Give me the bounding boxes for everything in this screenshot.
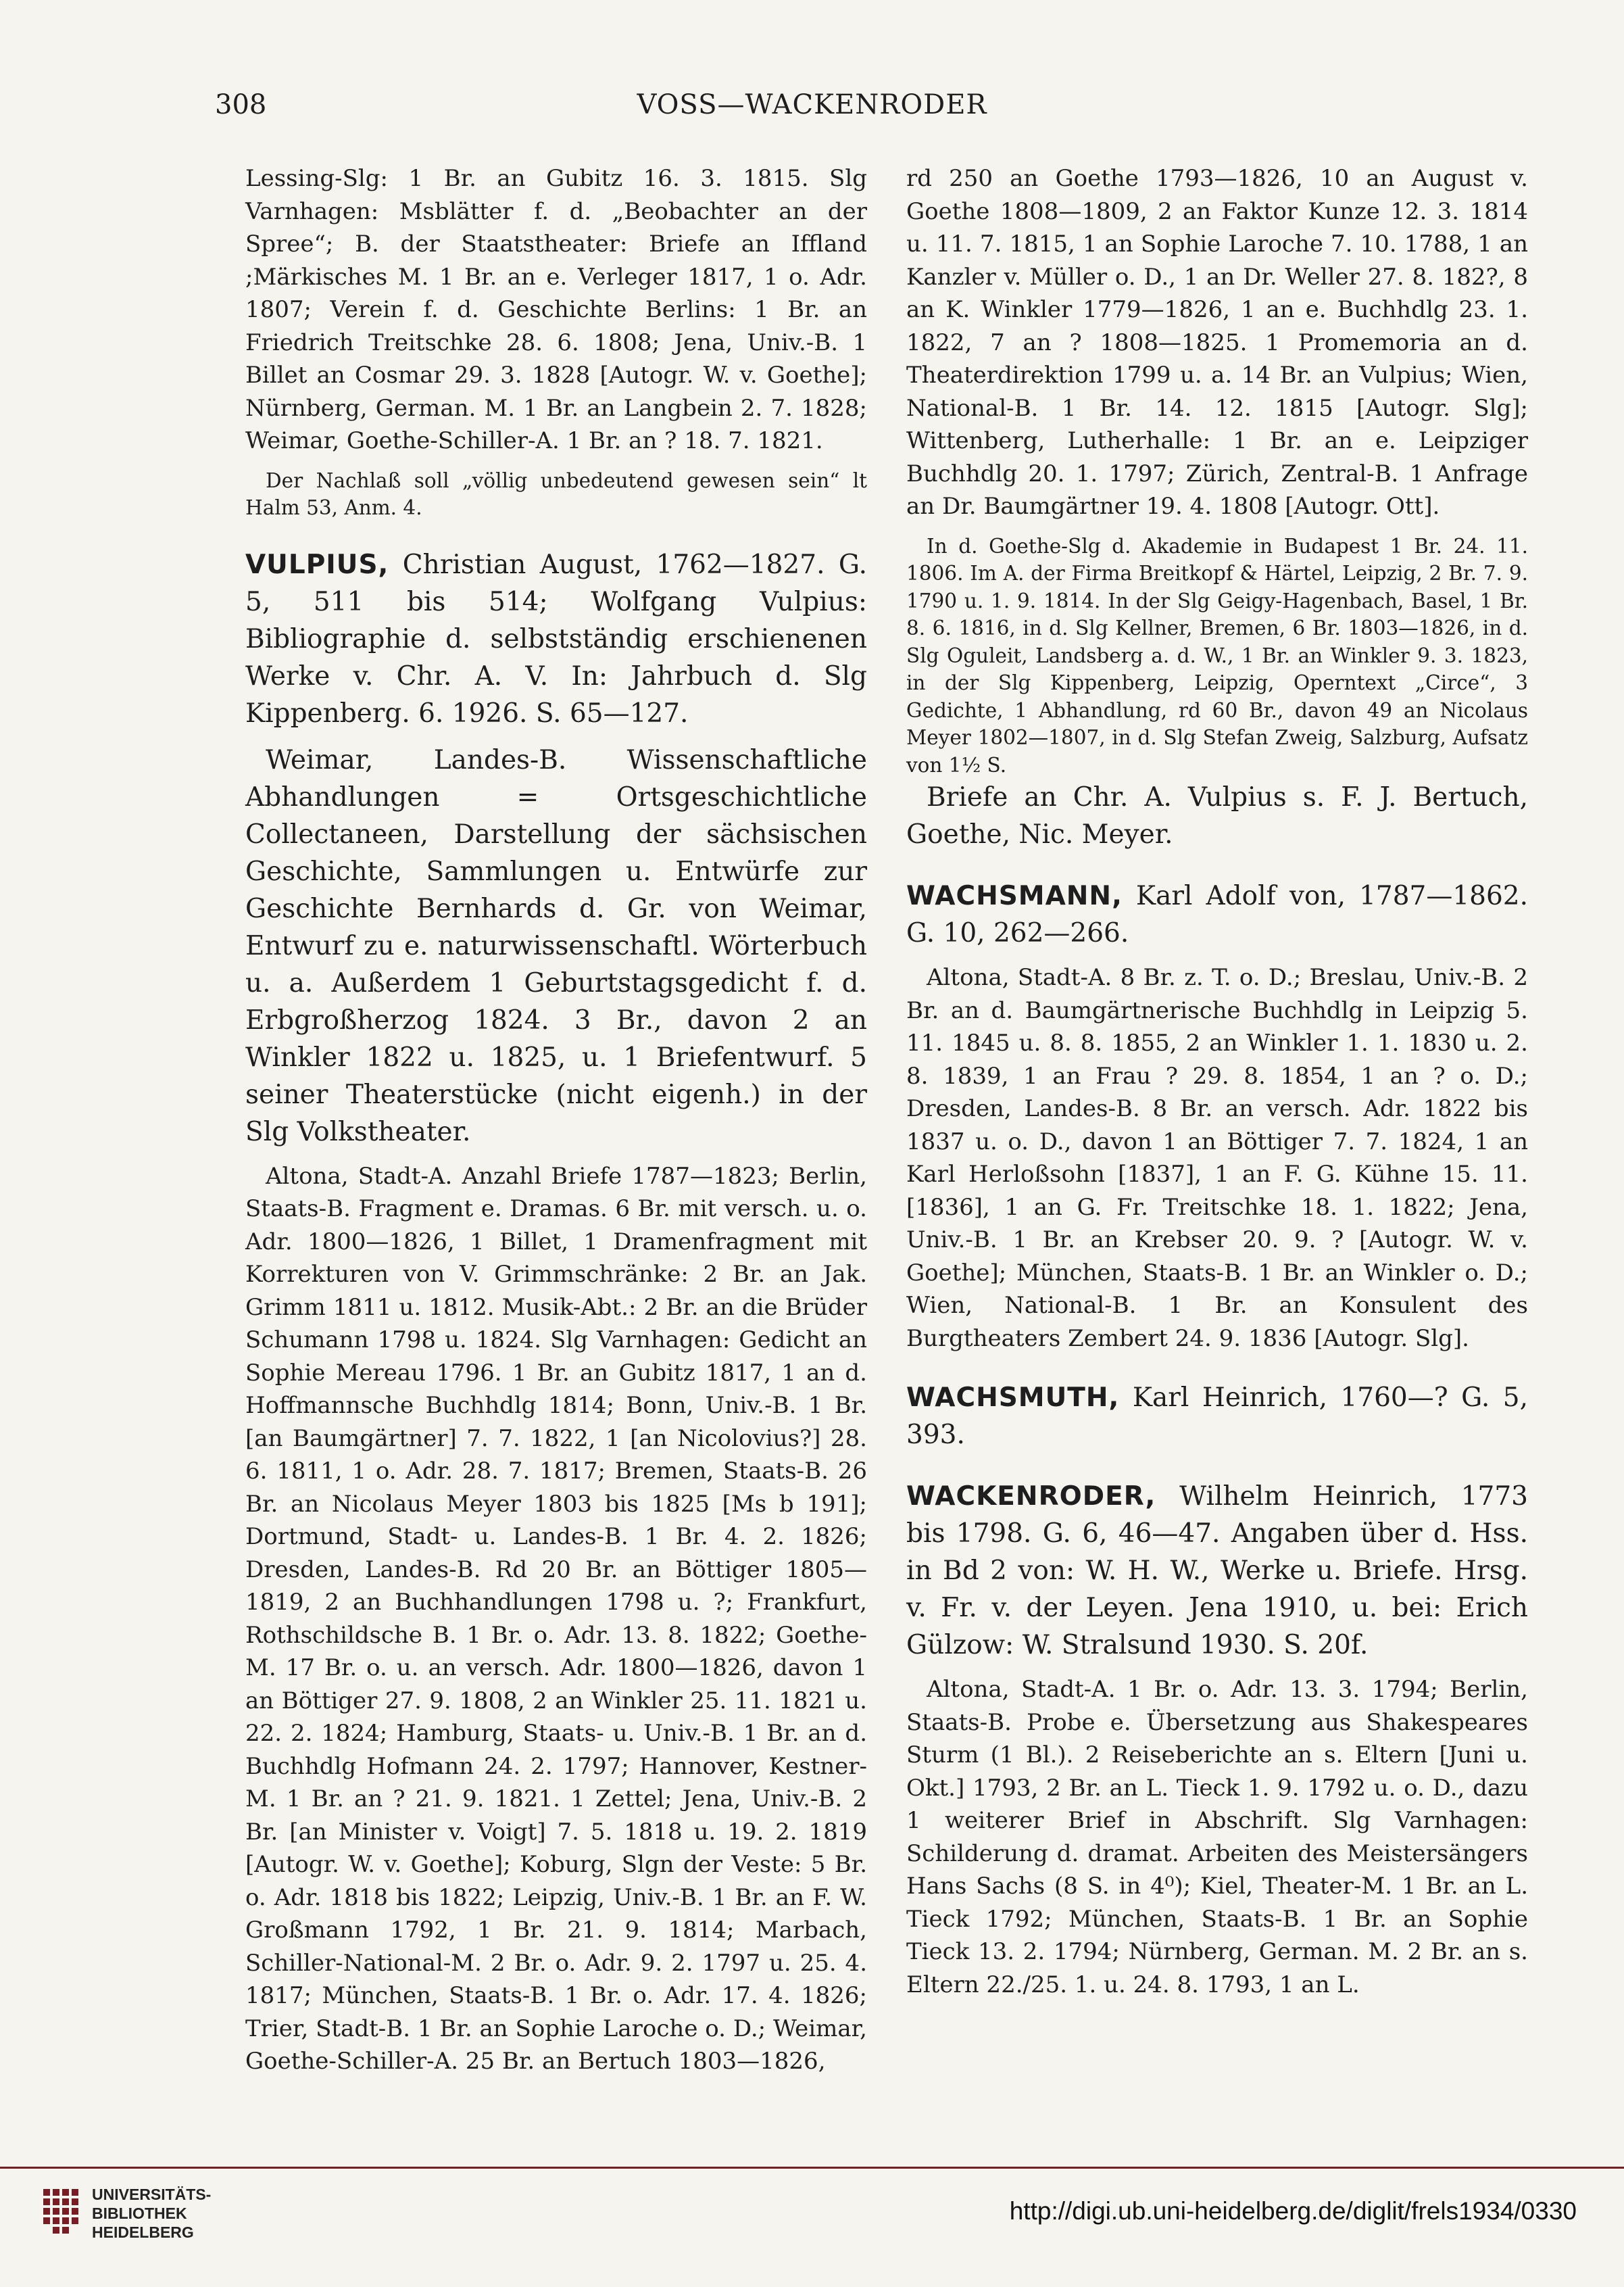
library-name — [92, 2185, 211, 2242]
left-column — [245, 162, 867, 2078]
entry-wachsmann-text: Karl Adolf von, 1787—1862. G. 10, 262—266. — [906, 881, 1528, 948]
right-column — [906, 162, 1528, 2001]
paragraph-voss-continued: Lessing-Slg: 1 Br. an Gubitz 16. 3. 1815. Slg Varnhagen: Msblätter f. d. „Beobachter an der Spree“; B. der Staatstheater: Briefe an Iffland ;Märkisches M. 1 Br. an e. Verleger 1817, 1 o. Adr. 1807; Verein f. d. Geschichte Berlins: 1 Br. an Friedrich Treitschke 28. 6. 1808; Jena, Univ.-B. 1 Billet an Cosmar 29. 3. 1828 [Autogr. W. v. Goethe]; Nürnberg, German. M. 1 Br. an Langbein 2. 7. 1828; Weimar, Goethe-Schiller-A. 1 Br. an ? 18. 7. 1821. — [245, 165, 867, 454]
paragraph-wachsmann-holdings: Altona, Stadt-A. 8 Br. z. T. o. D.; Breslau, Univ.-B. 2 Br. an d. Baumgärtnerische Buchhdlg in Leipzig 5. 11. 1845 u. 8. 8. 1855, 2 an Winkler 1. 1. 1830 u. 2. 8. 1839, 1 an Frau ? 29. 8. 1854, 1 an ? o. D.; Dresden, Landes-B. 8 Br. an versch. Adr. 1822 bis 1837 u. o. D., davon 1 an Böttiger 7. 7. 1824, 1 an Karl Herloßsohn [1837], 1 an F. G. Kühne 15. 11. [1836], 1 an G. Fr. Treitschke 18. 1. 1822; Jena, Univ.-B. 1 Br. an Krebser 20. 9. ? [Autogr. W. v. Goethe]; München, Staats-B. 1 Br. an Winkler o. D.; Wien, National-B. 1 Br. an Konsulent des Burgtheaters Zembert 24. 9. 1836 [Autogr. Slg]. — [906, 964, 1528, 1352]
entry-vulpius — [245, 546, 867, 732]
note-goethe-slg: In d. Goethe-Slg d. Akademie in Budapest 1 Br. 24. 11. 1806. Im A. der Firma Breitkopf & Härtel, Leipzig, 2 Br. 7. 9. 1790 u. 1. 9. 1814. In der Slg Geigy-Hagenbach, Basel, 1 Br. 8. 6. 1816, in d. Slg Kellner, Bremen, 6 Br. 1803—1826, in d. Slg Oguleit, Landsberg a. d. W., 1 Br. an Winkler 9. 3. 1823, in der Slg Kippenberg, Leipzig, Operntext „Circe“, 3 Gedichte, 1 Abhandlung, rd 60 Br., davon 49 an Nicolaus Meyer 1802—1807, in d. Slg Stefan Zweig, Salzburg, Aufsatz von 1½ S. — [906, 534, 1528, 777]
headword-wachsmann: WACHSMANN, — [906, 881, 1123, 911]
paragraph-wackenroder-holdings: Altona, Stadt-A. 1 Br. o. Adr. 13. 3. 1794; Berlin, Staats-B. Probe e. Übersetzung aus Shakespeares Sturm (1 Bl.). 2 Reiseberichte an s. Eltern [Juni u. Okt.] 1793, 2 Br. an L. Tieck 1. 9. 1792 u. o. D., dazu 1 weiterer Brief in Abschrift. Slg Varnhagen: Schilderung d. dramat. Arbeiten des Meistersängers Hans Sachs (8 S. in 4⁰); Kiel, Theater-M. 1 Br. an L. Tieck 1792; München, Staats-B. 1 Br. an Sophie Tieck 13. 2. 1794; Nürnberg, German. M. 2 Br. an s. Eltern 22./25. 1. u. 24. 8. 1793, 1 an L. — [906, 1676, 1528, 1998]
page-header — [215, 89, 1409, 130]
entry-wackenroder-text: Wilhelm Heinrich, 1773 bis 1798. G. 6, 46—47. Angaben über d. Hss. in Bd 2 von: W. H. W., Werke u. Briefe. Hrsg. v. Fr. v. der Leyen. Jena 1910, u. bei: Erich Gülzow: W. Stralsund 1930. S. 20f. — [906, 1481, 1528, 1660]
note-nachlass: Der Nachlaß soll „völlig unbedeutend gewesen sein“ lt Halm 53, Anm. 4. — [245, 468, 867, 519]
entry-wachsmann — [906, 877, 1528, 952]
entry-wackenroder — [906, 1478, 1528, 1664]
library-logo — [41, 2182, 230, 2277]
source-url[interactable]: http://digi.ub.uni-heidelberg.de/diglit/frels1934/0330 — [1009, 2197, 1577, 2225]
footer-divider — [0, 2167, 1624, 2169]
library-name-line: UNIVERSITÄTS- — [92, 2186, 212, 2203]
entry-wachsmuth — [906, 1379, 1528, 1453]
headword-vulpius: VULPIUS, — [245, 549, 389, 580]
library-name-line: BIBLIOTHEK — [92, 2205, 187, 2222]
entry-vulpius-text: Christian August, 1762—1827. G. 5, 511 bis 514; Wolfgang Vulpius: Bibliographie d. selbstständig erschienenen Werke v. Chr. A. V. In: Jahrbuch d. Slg Kippenberg. 6. 1926. S. 65—127. — [245, 549, 867, 729]
headword-wackenroder: WACKENRODER, — [906, 1481, 1156, 1512]
entry-wachsmuth-text: Karl Heinrich, 1760—? G. 5, 393. — [906, 1382, 1528, 1450]
headword-wachsmuth: WACHSMUTH, — [906, 1382, 1120, 1413]
page-number: 308 — [215, 89, 267, 120]
university-seal-icon — [41, 2185, 84, 2244]
paragraph-vulpius-continued: rd 250 an Goethe 1793—1826, 10 an August v. Goethe 1808—1809, 2 an Faktor Kunze 12. 3. 1814 u. 11. 7. 1815, 1 an Sophie Laroche 7. 10. 1788, 1 an Kanzler v. Müller o. D., 1 an Dr. Weller 27. 8. 182?, 8 an K. Winkler 1779—1826, 1 an e. Buchhdlg 23. 1. 1822, 7 an ? 1808—1825. 1 Promemoria an d. Theaterdirektion 1799 u. a. 14 Br. an Vulpius; Wien, National-B. 1 Br. 14. 12. 1815 [Autogr. Slg]; Wittenberg, Lutherhalle: 1 Br. an e. Leipziger Buchhdlg 20. 1. 1797; Zürich, Zentral-B. 1 Anfrage an Dr. Baumgärtner 19. 4. 1808 [Autogr. Ott]. — [906, 165, 1528, 520]
paragraph-vulpius-holdings: Altona, Stadt-A. Anzahl Briefe 1787—1823; Berlin, Staats-B. Fragment e. Dramas. 6 Br. mit versch. u. o. Adr. 1800—1826, 1 Billet, 1 Dramenfragment mit Korrekturen von V. Grimmschränke: 2 Br. an Jak. Grimm 1811 u. 1812. Musik-Abt.: 2 Br. an die Brüder Schumann 1798 u. 1824. Slg Varnhagen: Gedicht an Sophie Mereau 1796. 1 Br. an Gubitz 1817, 1 an d. Hoffmannsche Buchhdlg 1814; Bonn, Univ.-B. 1 Br. [an Baumgärtner] 7. 7. 1822, 1 [an Nicolovius?] 28. 6. 1811, 1 o. Adr. 28. 7. 1817; Bremen, Staats-B. 26 Br. an Nicolaus Meyer 1803 bis 1825 [Ms b 191]; Dortmund, Stadt- u. Landes-B. 1 Br. 4. 2. 1826; Dresden, Landes-B. Rd 20 Br. an Böttiger 1805—1819, 2 an Buchhandlungen 1798 u. ?; Frankfurt, Rothschildsche B. 1 Br. o. Adr. 13. 8. 1822; Goethe-M. 17 Br. o. u. an versch. Adr. 1800—1826, davon 1 an Böttiger 27. 9. 1808, 2 an Winkler 25. 11. 1821 u. 22. 2. 1824; Hamburg, Staats- u. Univ.-B. 1 Br. an d. Buchhdlg Hofmann 24. 2. 1797; Hannover, Kestner-M. 1 Br. an ? 21. 9. 1821. 1 Zettel; Jena, Univ.-B. 2 Br. [an Minister v. Voigt] 7. 5. 1818 u. 19. 2. 1819 [Autogr. W. v. Goethe]; Koburg, Slgn der Veste: 5 Br. o. Adr. 1818 bis 1822; Leipzig, Univ.-B. 1 Br. an F. W. Großmann 1792, 1 Br. 21. 9. 1814; Marbach, Schiller-National-M. 2 Br. o. Adr. 9. 2. 1797 u. 25. 4. 1817; München, Staats-B. 1 Br. o. Adr. 17. 4. 1826; Trier, Stadt-B. 1 Br. an Sophie Laroche o. D.; Weimar, Goethe-Schiller-A. 25 Br. an Bertuch 1803—1826, — [245, 1162, 867, 2075]
paragraph-weimar-landesb: Weimar, Landes-B. Wissenschaftliche Abhandlungen = Ortsgeschichtliche Collectaneen, Darstellung der sächsischen Geschichte, Sammlungen u. Entwürfe zur Geschichte Bernhards d. Gr. von Weimar, Entwurf zu e. naturwissenschaftl. Wörterbuch u. a. Außerdem 1 Geburtstagsgedicht f. d. Erbgroßherzog 1824. 3 Br., davon 2 an Winkler 1822 u. 1825, u. 1 Briefentwurf. 5 seiner Theaterstücke (nicht eigenh.) in der Slg Volkstheater. — [245, 744, 867, 1147]
library-name-line: HEIDELBERG — [92, 2223, 194, 2241]
paragraph-briefe-an-vulpius: Briefe an Chr. A. Vulpius s. F. J. Bertuch, Goethe, Nic. Meyer. — [906, 782, 1528, 850]
running-head: VOSS—WACKENRODER — [637, 89, 987, 120]
